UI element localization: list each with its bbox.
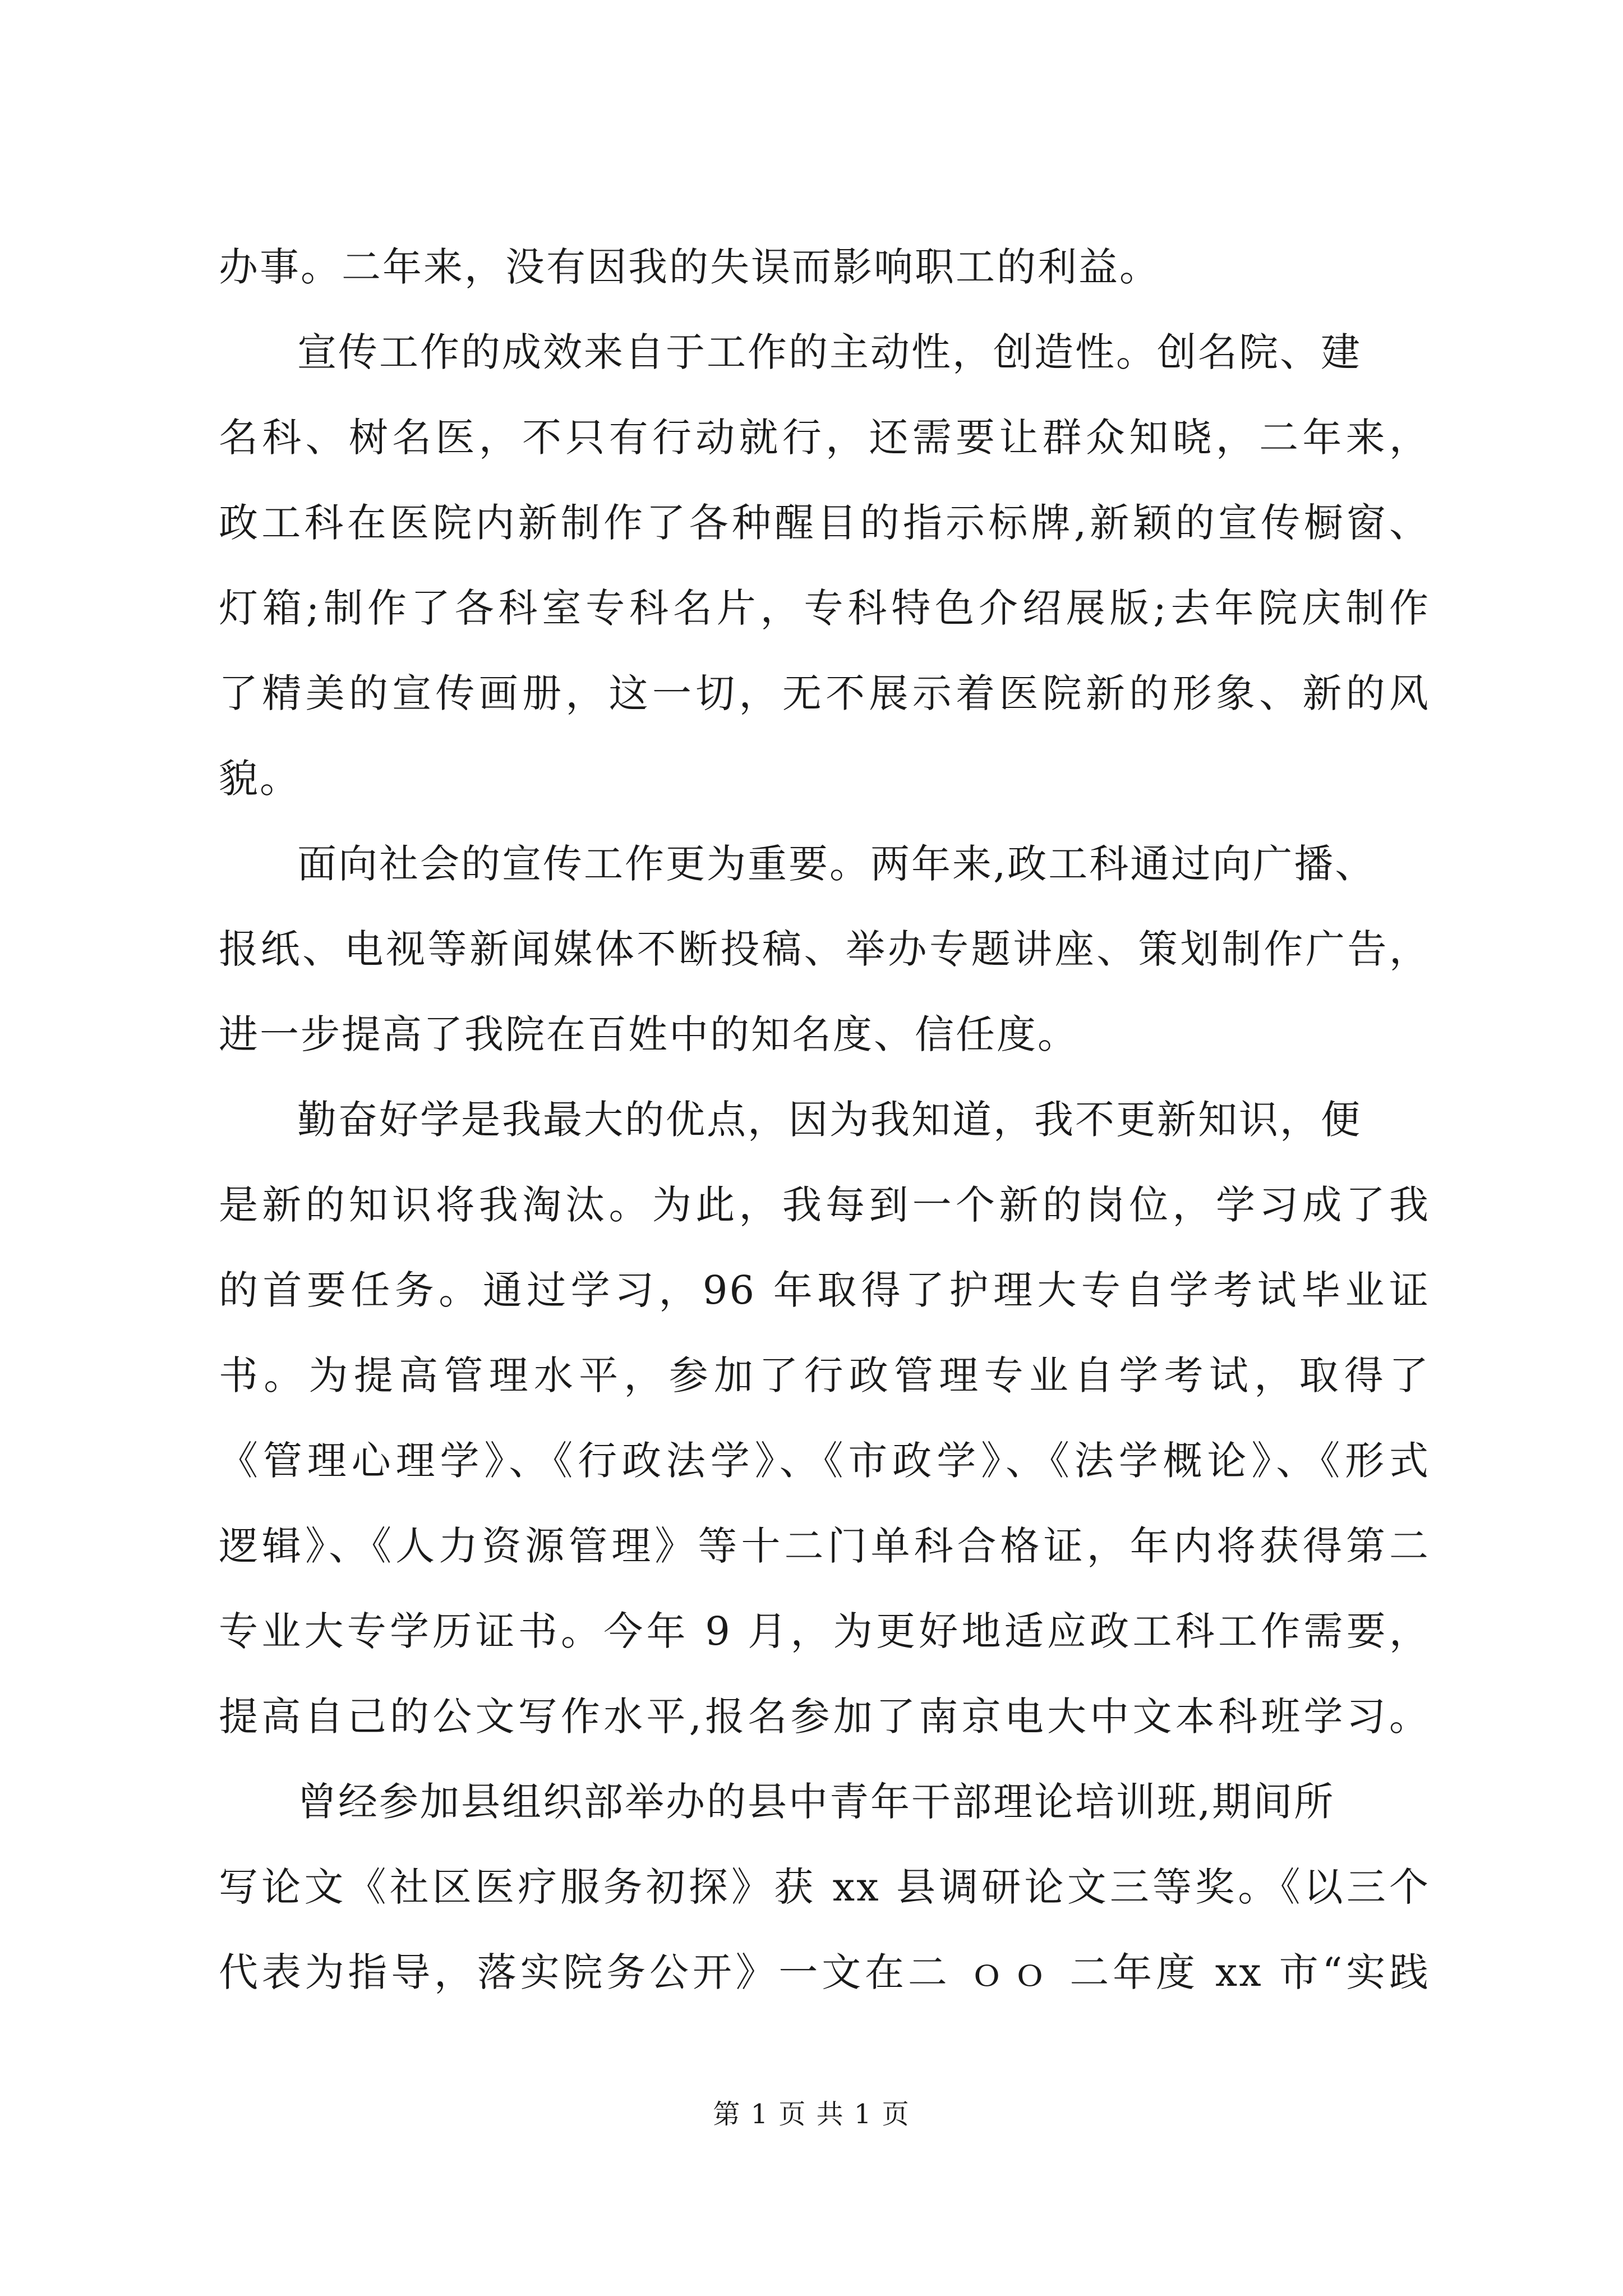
text-line: 写论文《社区医疗服务初探》获 xx 县调研论文三等奖。《以三个	[219, 1864, 1430, 1910]
text-line: 的首要任务。通过学习，96 年取得了护理大专自学考试毕业证	[219, 1267, 1430, 1313]
text-line: 代表为指导，落实院务公开》一文在二 ｏｏ 二年度 xx 市“实践	[219, 1949, 1430, 1995]
text-line: 宣传工作的成效来自于工作的主动性，创造性。创名院、建	[297, 329, 1362, 375]
text-line: 勤奋好学是我最大的优点，因为我知道，我不更新知识，便	[297, 1097, 1362, 1143]
page-number-footer: 第 1 页 共 1 页	[713, 2099, 910, 2130]
text-line: 报纸、电视等新闻媒体不断投稿、举办专题讲座、策划制作广告，	[219, 926, 1430, 972]
text-line: 办事。二年来，没有因我的失误而影响职工的利益。	[219, 244, 1160, 290]
text-line: 书。为提高管理水平，参加了行政管理专业自学考试，取得了	[219, 1352, 1430, 1398]
text-line: 进一步提高了我院在百姓中的知名度、信任度。	[219, 1011, 1078, 1057]
text-line: 是新的知识将我淘汰。为此，我每到一个新的岗位，学习成了我	[219, 1182, 1430, 1228]
body-text	[219, 224, 1430, 2015]
text-line: 提高自己的公文写作水平,报名参加了南京电大中文本科班学习。	[219, 1694, 1430, 1740]
text-line: 政工科在医院内新制作了各种醒目的指示标牌,新颖的宣传橱窗、	[219, 500, 1430, 546]
text-line: 逻辑》、《人力资源管理》等十二门单科合格证，年内将获得第二	[219, 1523, 1430, 1569]
text-line: 貌。	[219, 756, 301, 802]
text-line: 名科、树名医，不只有行动就行，还需要让群众知晓，二年来，	[219, 415, 1430, 461]
text-line: 曾经参加县组织部举办的县中青年干部理论培训班,期间所	[297, 1779, 1335, 1825]
text-line: 专业大专学历证书。今年 9 月，为更好地适应政工科工作需要，	[219, 1608, 1430, 1654]
text-line: 《管理心理学》、《行政法学》、《市政学》、《法学概论》、《形式	[219, 1438, 1430, 1484]
text-line: 灯箱;制作了各科室专科名片，专科特色介绍展版;去年院庆制作	[219, 585, 1430, 631]
text-line: 面向社会的宣传工作更为重要。两年来,政工科通过向广播、	[297, 841, 1376, 887]
text-line: 了精美的宣传画册，这一切，无不展示着医院新的形象、新的风	[219, 670, 1430, 716]
